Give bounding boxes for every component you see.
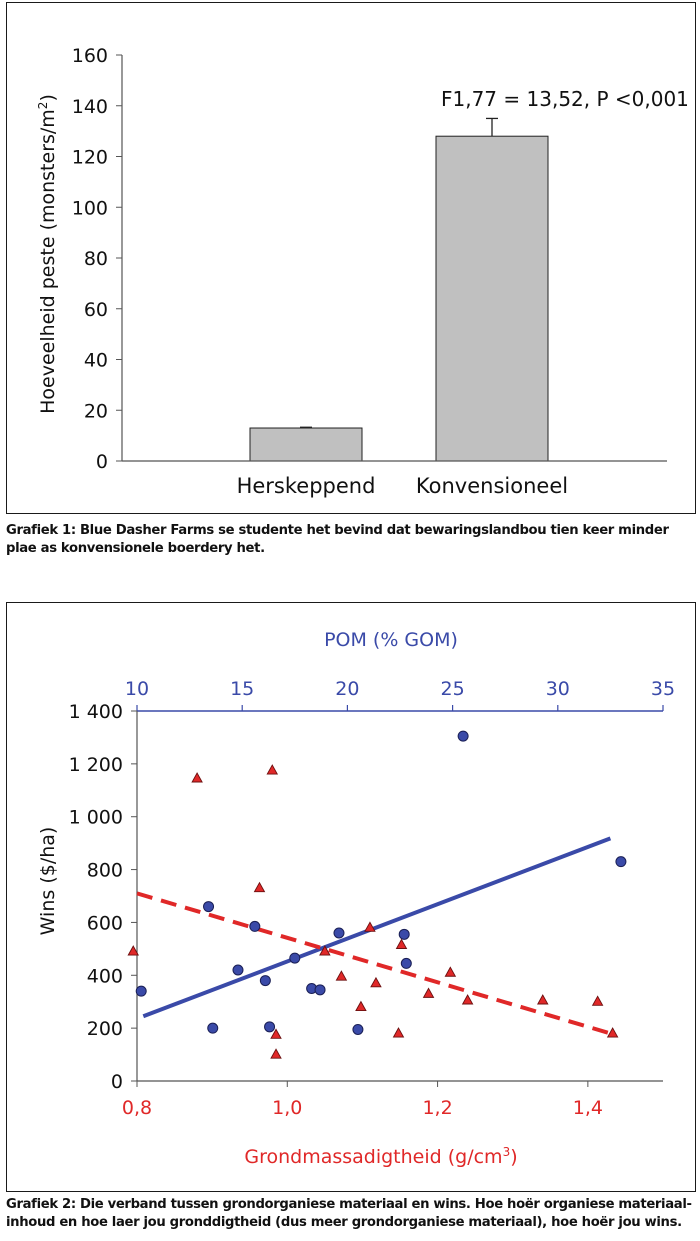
chart-2-pom-point-14 <box>458 731 468 741</box>
chart-2-density-point-1 <box>192 773 202 782</box>
chart-1-y-axis <box>72 45 122 473</box>
chart-2-pom-point-6 <box>265 1022 275 1032</box>
chart-2-y-axis-label: Wins ($/ha) <box>37 826 59 936</box>
chart-1-svg <box>7 3 695 513</box>
chart-2-pom-point-5 <box>260 976 270 986</box>
chart-2-density-point-12 <box>397 939 407 948</box>
chart-2-bottom-tick-label-1: 1,0 <box>272 1097 303 1119</box>
chart-1-annotation: F1,77 = 13,52, P <0,001 <box>441 87 689 111</box>
chart-2-pom-point-12 <box>399 929 409 939</box>
chart-2-bottom-tick-label-0: 0,8 <box>121 1097 153 1119</box>
chart-2-density-point-15 <box>463 995 473 1004</box>
chart-2-svg <box>7 603 695 1191</box>
chart-1-y-tick-label-8: 160 <box>71 45 108 67</box>
chart-1-bar-1 <box>436 136 548 461</box>
chart-2-y-tick-label-6: 1 200 <box>68 753 123 776</box>
chart-2-bottom-axis <box>122 1081 603 1119</box>
chart-1-y-tick-label-7: 140 <box>71 95 108 118</box>
chart-2-density-point-7 <box>336 971 346 980</box>
chart-2-density-point-16 <box>538 995 548 1004</box>
chart-1-y-tick-label-6: 120 <box>71 146 108 169</box>
chart-2-pom-point-1 <box>204 902 214 912</box>
chart-2-y-tick-label-4: 800 <box>86 859 123 882</box>
chart-2-y-tick-label-1: 200 <box>86 1018 123 1041</box>
chart-2-top-tick-label-0: 10 <box>124 678 150 700</box>
chart-2-pom-point-2 <box>208 1023 218 1033</box>
chart-2-density-point-2 <box>254 883 264 892</box>
chart-1-categories <box>237 474 569 498</box>
chart-2-top-tick-label-1: 15 <box>230 678 255 700</box>
chart-1-category-label-1: Konvensioneel <box>415 474 569 498</box>
chart-2-pom-point-3 <box>233 965 243 975</box>
chart-2-top-tick-label-4: 30 <box>545 678 570 700</box>
chart-1-y-tick-label-0: 0 <box>95 451 108 473</box>
chart-2-pom-point-7 <box>290 953 300 963</box>
chart-2-bottom-axis-label <box>244 1145 517 1168</box>
chart-2-y-tick-label-2: 400 <box>86 965 123 988</box>
chart-2-density-point-13 <box>424 988 434 997</box>
chart-2-y-tick-label-7: 1 400 <box>68 701 123 723</box>
chart-2-top-tick-label-3: 25 <box>440 678 465 700</box>
chart-1-y-axis-label-sup: 2 <box>36 101 50 110</box>
chart-2-density-point-3 <box>267 765 277 774</box>
chart-1-y-tick-label-1: 20 <box>83 400 108 423</box>
chart-2-bottom-axis-label-tail: ) <box>510 1146 518 1168</box>
chart-1-y-tick-label-4: 80 <box>83 248 108 270</box>
chart-2-density-point-11 <box>393 1028 403 1037</box>
chart-2-top-tick-label-2: 20 <box>335 678 360 700</box>
chart-1-y-axis-label-tail: ) <box>37 94 59 102</box>
chart-2-density-point-14 <box>445 967 455 976</box>
chart-2-density-point-10 <box>371 978 381 987</box>
chart-1-bars <box>250 118 548 461</box>
chart-2-pom-point-15 <box>616 857 626 867</box>
chart-2-density-point-5 <box>271 1049 281 1058</box>
chart-2-y-axis <box>69 701 137 1093</box>
chart-1-bar-0 <box>250 428 362 461</box>
chart-2-pom-point-4 <box>250 921 260 931</box>
chart-2-density-point-17 <box>593 996 603 1005</box>
chart-2-top-axis-label: POM (% GOM) <box>324 629 458 651</box>
chart-2-density-point-18 <box>608 1028 618 1037</box>
chart-1-y-tick-label-2: 40 <box>83 349 108 372</box>
chart-2-bottom-axis-label-main: Grondmassadigtheid (g/cm <box>244 1146 503 1168</box>
chart-2-density-point-8 <box>356 1002 366 1011</box>
chart-2-pom-point-9 <box>315 985 325 995</box>
chart-1-y-tick-label-3: 60 <box>83 298 108 321</box>
chart-2-y-tick-label-3: 600 <box>86 912 123 935</box>
chart-2-y-tick-label-0: 0 <box>110 1071 123 1093</box>
chart-2-pom-point-10 <box>334 928 344 938</box>
chart-2-top-axis <box>125 678 675 711</box>
chart-2-pom-point-13 <box>401 958 411 968</box>
chart-2-y-tick-label-5: 1 000 <box>68 806 123 829</box>
chart-2-bottom-tick-label-3: 1,4 <box>572 1097 603 1119</box>
chart-2-caption: Grafiek 2: Die verband tussen grondorganiese materiaal en wins. Hoe hoër organiese materiaal-inhoud en hoe laer jou gronddigtheid (dus meer grondorganiese materiaal), hoe hoër jou wins. <box>6 1197 692 1230</box>
chart-2-pom-point-11 <box>353 1024 363 1034</box>
chart-1-y-tick-label-5: 100 <box>71 197 108 220</box>
chart-1-panel <box>6 2 696 514</box>
chart-2-points <box>128 731 626 1058</box>
chart-2-panel <box>6 602 696 1192</box>
chart-1-caption: Grafiek 1: Blue Dasher Farms se studente het bevind dat bewaringslandbou tien keer minder plae as konvensionele boerdery het. <box>6 523 669 556</box>
chart-2-pom-point-0 <box>136 986 146 996</box>
chart-2-bottom-axis-label-sup: 3 <box>502 1145 511 1159</box>
chart-2-top-tick-label-5: 35 <box>650 678 676 700</box>
chart-2-trendline-top <box>143 838 610 1016</box>
chart-2-bottom-tick-label-2: 1,2 <box>422 1097 453 1119</box>
chart-1-category-label-0: Herskeppend <box>236 474 376 498</box>
chart-2-trendline-bottom <box>137 893 610 1033</box>
chart-1-y-axis-label-main: Hoeveelheid peste (monsters/m <box>37 109 59 414</box>
chart-1-y-axis-label <box>36 94 59 414</box>
